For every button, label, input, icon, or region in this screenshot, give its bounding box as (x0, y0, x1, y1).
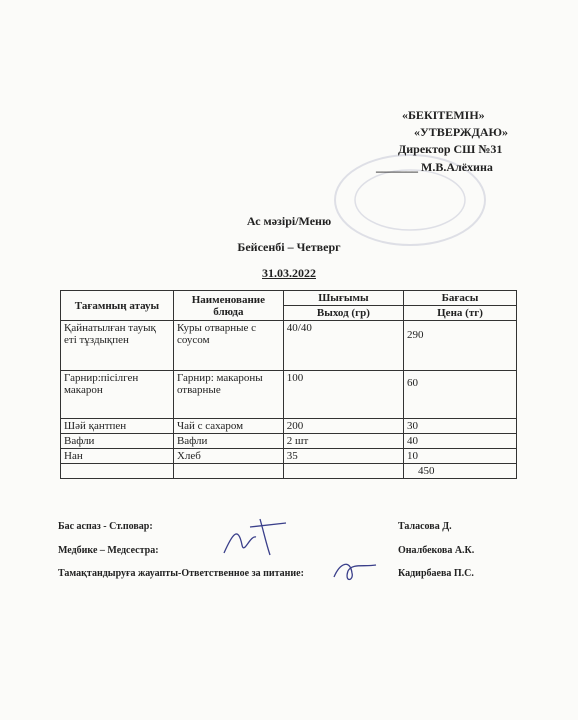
cell-output: 35 (283, 449, 403, 464)
header-dish-ru: Наименование блюда (173, 291, 283, 321)
cell-dish-ru: Чай с сахаром (173, 419, 283, 434)
nurse-name: Оналбекова А.К. (398, 545, 475, 556)
header-price-ru: Цена (тг) (404, 306, 517, 321)
menu-day: Бейсенбі – Четверг (237, 240, 341, 254)
header-price-kz: Бағасы (404, 291, 517, 306)
approval-signature-name: _______ М.В.Алёхина (376, 160, 493, 174)
cell-price: 290 (404, 321, 517, 371)
cell-price: 60 (404, 371, 517, 419)
cell-dish-ru: Куры отварные с соусом (173, 321, 283, 371)
cell-dish-kz: Гарнир:пісілген макарон (61, 371, 174, 419)
responsible-name: Кадирбаева П.С. (398, 568, 474, 579)
cell-output: 40/40 (283, 321, 403, 371)
cell-output: 2 шт (283, 434, 403, 449)
cell-price: 30 (404, 419, 517, 434)
approval-line-ru: «УТВЕРЖДАЮ» (414, 125, 509, 139)
signature-nurse (220, 515, 290, 560)
cell-price: 40 (404, 434, 517, 449)
table-row (61, 434, 517, 449)
menu-date: 31.03.2022 (262, 266, 316, 280)
cell-dish-kz: Нан (61, 449, 174, 464)
cell-dish-kz: Қайнатылған тауық еті тұздықпен (61, 321, 174, 371)
header-output-kz: Шығымы (283, 291, 403, 306)
signature-responsible (330, 555, 380, 585)
menu-table (60, 290, 517, 479)
table-header-row (61, 291, 517, 306)
cell-output: 200 (283, 419, 403, 434)
cell-dish-ru: Хлеб (173, 449, 283, 464)
header-dish-kz: Тағамның атауы (61, 291, 174, 321)
cell-dish-kz: Шәй қантпен (61, 419, 174, 434)
chef-label: Бас аспаз - Ст.повар: (58, 521, 153, 532)
cell-dish-kz: Вафли (61, 434, 174, 449)
table-row (61, 321, 517, 371)
nurse-label: Медбике – Медсестра: (58, 545, 159, 556)
approval-line-kz: «БЕКІТЕМІН» (402, 108, 485, 122)
cell-output: 100 (283, 371, 403, 419)
cell-dish-ru: Гарнир: макароны отварные (173, 371, 283, 419)
approval-director: Директор СШ №31 (398, 142, 503, 156)
cell-dish-ru: Вафли (173, 434, 283, 449)
header-output-ru: Выход (гр) (283, 306, 403, 321)
chef-name: Таласова Д. (398, 521, 452, 532)
cell-total: 450 (404, 464, 517, 479)
table-total-row (61, 464, 517, 479)
menu-title: Ас мәзірі/Меню (246, 214, 332, 228)
cell-price: 10 (404, 449, 517, 464)
table-row (61, 419, 517, 434)
responsible-label: Тамақтандыруға жауапты-Ответственное за питание: (58, 568, 304, 579)
table-row (61, 371, 517, 419)
table-row (61, 449, 517, 464)
